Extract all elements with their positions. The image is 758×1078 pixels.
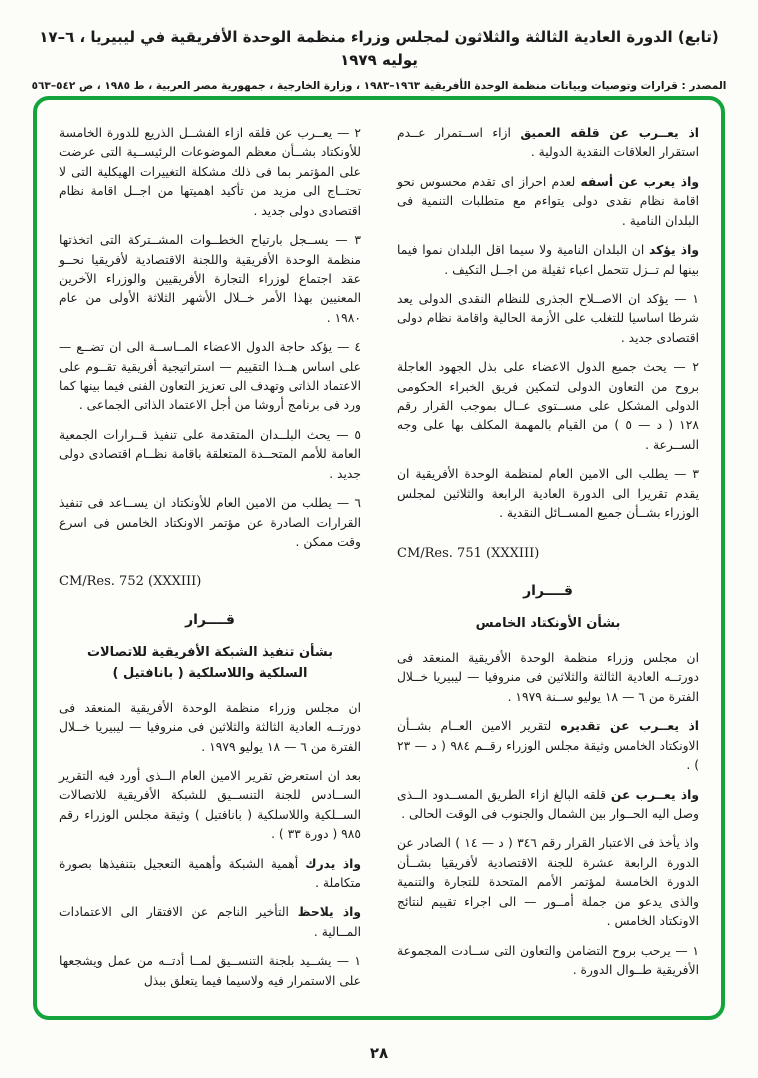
resolution-subtitle-line2: السلكية واللاسلكية ( بانافتيل ) — [112, 665, 308, 681]
paragraph — [397, 124, 699, 163]
paragraph-text: ان البلدان النامية ولا سيما اقل البلدان نموا فيما بينها لم تــزل تتحمل اعباء ثقيلة من اجــل التكيف . — [397, 243, 699, 277]
column-right — [397, 124, 699, 998]
paragraph — [59, 426, 361, 484]
paragraph-text: لعدم احراز اى تقدم محسوس نحو اقامة نظام نقدى دولى يتواءم مع متطلبات التنمية فى البلدان النامية . — [397, 174, 699, 228]
document-header — [0, 0, 758, 92]
paragraph-lead: واذ يلاحظ — [297, 905, 361, 920]
paragraph-text: ١ — يرحب بروح التضامن والتعاون التى ســادت المجموعة الأفريقية طــوال الدورة . — [397, 943, 699, 977]
paragraph-text: ٢ — يعــرب عن قلقه ازاء الفشــل الذريع للدورة الخامسة للأونكتاد بشــأن معظم الموضوعات الرئيســية التى عرضت على المؤتمر بما فى ذلك مشكلة التغييرات الهيكلية التى لا تحتــاج الى مزيد من تأكيد اهميتها من اجــل اقامة نظام اقتصادى دولى جديد . — [59, 126, 361, 218]
paragraph — [59, 952, 361, 991]
paragraph — [397, 649, 699, 707]
paragraph-text: ٣ — يســجل بارتياح الخطــوات المشــتركة التى اتخذتها منظمة الوحدة الأفريقية واللجنة الاقتصادية لأفريقيا نحــو عقد اجتماع لوزراء التجارة الأفريقيين والوزراء الآخرين المعنيين بهذا الأمر خــلال الأشهر الثلاثة الأولى من عام ١٩٨٠ . — [59, 233, 361, 325]
paragraph-text: ٤ — يؤكد حاجة الدول الاعضاء المــاســة الى ان تضــع — على اساس هــذا التقييم — استراتيجية أفريقية تقــوم على الاعتماد الذاتى وتهدف الى تعزيز التعاون الفنى فيما بينها كما ورد فى برنامج أروشا من أجل الاعتماد الذاتى الجماعى . — [59, 340, 361, 413]
resolution-subtitle-line1: بشأن تنفيذ الشبكة الأفريقية للاتصالات — [86, 645, 334, 661]
two-column-layout — [59, 124, 699, 998]
paragraph-lead: اذ يعــرب عن تقديره — [560, 719, 699, 734]
paragraph-text: التأخير الناجم عن الافتقار الى الاعتمادات المــالية . — [59, 905, 361, 939]
paragraph — [397, 786, 699, 825]
paragraph-text: أهمية الشبكة وأهمية التعجيل بتنفيذها بصورة متكاملة . — [59, 856, 361, 891]
paragraph-text: واذ يأخذ فى الاعتبار القرار رقم ٣٤٦ ( د — ١٤ ) الصادر عن الدورة الرابعة عشرة للجنة الاقتصادية لأفريقيا بشــأن الدورة الخامسة لمؤتمر الأمم المتحدة للتجارة والتنمية والذى يدعو من جملة أمــور — الى اجراء تقييم لنتائج الاونكتاد الخامس . — [397, 836, 699, 929]
paragraph-text: ٢ — يحث جميع الدول الاعضاء على بذل الجهود العاجلة بروح من التعاون الدولى لتمكين فريق الخبراء الحكومى الدولى المشكل على مســتوى عــال بموجب القرار رقم ١٢٨ ( د — ٥ ) من القيام بالمهمة المكلف بها على وجه الســرعة . — [397, 360, 699, 452]
paragraph — [397, 717, 699, 775]
paragraph-text: ١ — يؤكد ان الاصــلاح الجذرى للنظام النقدى الدولى يعد شرطا اساسيا للتغلب على الأزمة الحالية واقامة نظام دولى اقتصادى جديد . — [397, 291, 699, 345]
resolution-id-751: CM/Res. 751 (XXXIII) — [397, 545, 540, 561]
resolution-heading: قــــرار — [523, 583, 573, 600]
paragraph-text: ان مجلس وزراء منظمة الوحدة الأفريقية المنعقد فى دورتــه العادية الثالثة والثلاثين فى منروفيا — ليبيريا خــلال الفترة من ٦ — ١٨ يوليو ١٩٧٩ . — [59, 700, 361, 754]
paragraph — [59, 767, 361, 845]
paragraph — [397, 241, 699, 280]
paragraph — [397, 942, 699, 981]
paragraph — [59, 231, 361, 328]
paragraph-text: ازاء اســتمرار عــدم استقرار العلاقات النقدية الدولية . — [397, 126, 699, 160]
paragraph — [397, 173, 699, 231]
resolution-id-752: CM/Res. 752 (XXXIII) — [59, 574, 202, 590]
header-title: (تابع) الدورة العادية الثالثة والثلاثون لمجلس وزراء منظمة الوحدة الأفريقية في ليبيريا ، ٦–١٧ يوليه ١٩٧٩ — [39, 28, 719, 69]
paragraph — [59, 699, 361, 757]
paragraph-text: ١ — يشــيد بلجنة التنســيق لمــا أدتــه من عمل ويشجعها على الاستمرار فيه ولاسيما فيما يتعلق ببذل — [59, 954, 361, 988]
paragraph-text: قلقه البالغ ازاء الطريق المســدود الــذى وصل اليه الحــوار بين الشمال والجنوب فى الوقت الحالى . — [397, 787, 699, 821]
resolution-subtitle — [59, 643, 361, 685]
paragraph-lead: واذ يعرب عن أسفه — [580, 174, 699, 189]
paragraph-text: ٣ — يطلب الى الامين العام لمنظمة الوحدة الأفريقية ان يقدم تقريرا الى الدورة العادية الرابعة والثلاثين لمجلس الوزراء بشــأن جميع المســائل النقدية . — [397, 467, 699, 521]
paragraph-text: ٦ — يطلب من الامين العام للأونكتاد ان يســاعد فى تنفيذ القرارات الصادرة عن مؤتمر الاونكتاد الخامس فى اسرع وقت ممكن . — [59, 496, 361, 550]
page-number: ٢٨ — [369, 1044, 389, 1062]
resolution-heading: قــــرار — [185, 611, 235, 628]
paragraph — [397, 465, 699, 523]
paragraph-lead: اذ يعــرب عن قلقه العميق — [520, 126, 699, 140]
paragraph — [59, 338, 361, 416]
paragraph — [59, 903, 361, 942]
paragraph — [397, 290, 699, 348]
paragraph-lead: واذ يؤكد — [649, 243, 699, 258]
header-source: المصدر : قرارات وتوصيات وبيانات منظمة الوحدة الأفريقية ١٩٦٣–١٩٨٣ ، وزارة الخارجية ، جمهورية مصر العربية ، ط ١٩٨٥ ، ص ٥٤٢–٥٦٣ — [31, 80, 727, 92]
paragraph — [397, 358, 699, 455]
paragraph-lead: واذ يعــرب عن — [610, 787, 700, 802]
column-left — [59, 124, 361, 998]
paragraph — [59, 124, 361, 221]
paragraph-text: لتقرير الامين العــام بشــأن الاونكتاد الخامس وثيقة مجلس الوزراء رقــم ٩٨٤ ( د — ٢٣ ) . — [397, 719, 699, 773]
paragraph — [397, 834, 699, 931]
green-border-frame — [33, 96, 725, 1020]
paragraph — [59, 855, 361, 894]
paragraph-text: بعد ان استعرض تقرير الامين العام الــذى أورد فيه التقرير الســادس للجنة التنســيق للشبكة الأفريقية للاتصالات الســلكية واللاسلكية ( بانافتيل ) وثيقة مجلس الوزراء رقم ٩٨٥ ( دورة ٣٣ ) . — [59, 768, 361, 842]
paragraph-text: ٥ — يحث البلــدان المتقدمة على تنفيذ قــرارات الجمعية العامة للأمم المتحــدة المتعلقة باقامة نظــام اقتصادى دولى جديد . — [59, 427, 361, 481]
paragraph-lead: واذ يدرك — [305, 856, 361, 871]
resolution-subtitle: بشأن الأونكتاد الخامس — [475, 616, 621, 632]
paragraph — [59, 494, 361, 552]
paragraph-text: ان مجلس وزراء منظمة الوحدة الأفريقية المنعقد فى دورتــه العادية الثالثة والثلاثين فى منروفيا — ليبيريا خــلال الفترة من ٦ — ١٨ يوليو ســنة ١٩٧٩ . — [397, 651, 699, 704]
